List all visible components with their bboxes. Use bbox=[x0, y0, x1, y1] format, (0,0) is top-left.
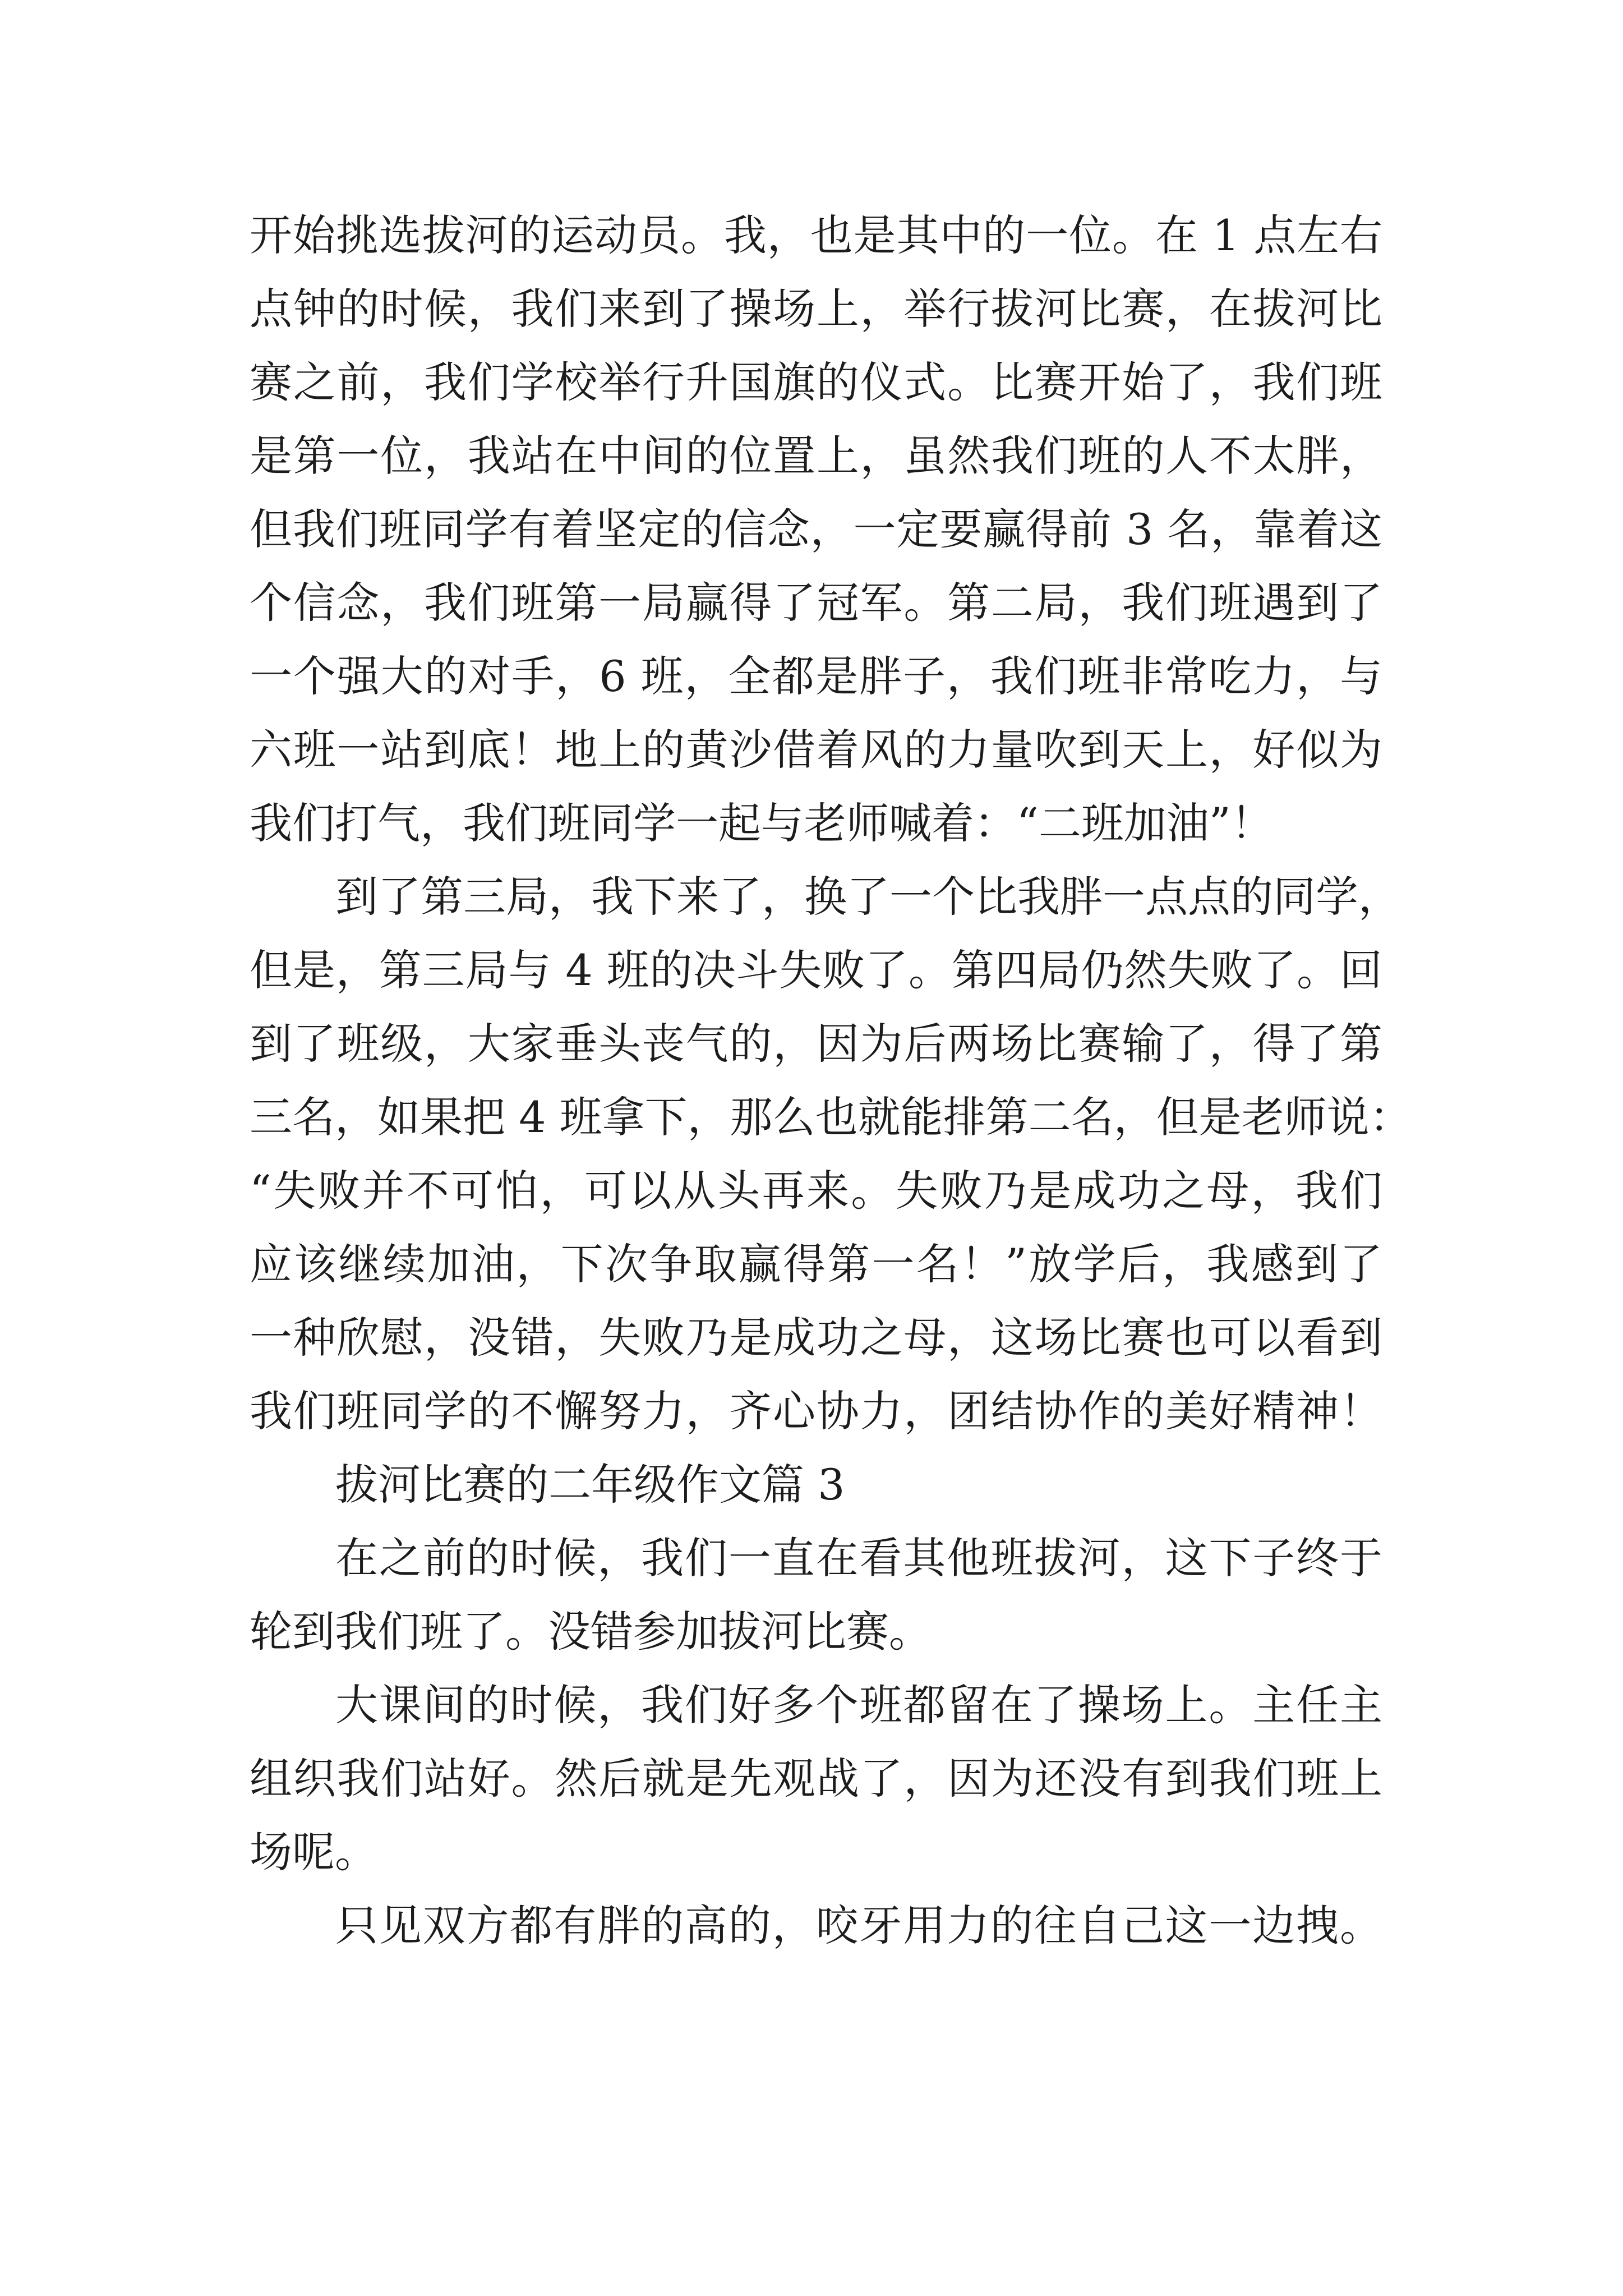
text-line: 三名，如果把 4 班拿下，那么也就能排第二名，但是老师说： bbox=[250, 1092, 1412, 1142]
text-line: 我们班同学的不懈努力，齐心协力，团结协作的美好精神！ bbox=[250, 1386, 1382, 1436]
paragraph-first-line: 到了第三局，我下来了，换了一个比我胖一点点的同学， bbox=[335, 872, 1401, 922]
text-line: 六班一站到底！地上的黄沙借着风的力量吹到天上，好似为 bbox=[250, 725, 1382, 775]
text-line: 但是，第三局与 4 班的决斗失败了。第四局仍然失败了。回 bbox=[250, 945, 1382, 995]
text-line: 开始挑选拔河的运动员。我，也是其中的一位。在 1 点左右 bbox=[250, 210, 1382, 260]
text-line: 但我们班同学有着坚定的信念，一定要赢得前 3 名，靠着这 bbox=[250, 504, 1382, 554]
text-line: 赛之前，我们学校举行升国旗的仪式。比赛开始了，我们班 bbox=[250, 357, 1382, 407]
text-line: 我们打气，我们班同学一起与老师喊着：“二班加油”！ bbox=[250, 798, 1274, 848]
text-line: 一种欣慰，没错，失败乃是成功之母，这场比赛也可以看到 bbox=[250, 1313, 1382, 1363]
section-heading: 拔河比赛的二年级作文篇 3 bbox=[335, 1460, 845, 1510]
text-line: 到了班级，大家垂头丧气的，因为后两场比赛输了，得了第 bbox=[250, 1019, 1382, 1069]
text-line: 组织我们站好。然后就是先观战了，因为还没有到我们班上 bbox=[250, 1754, 1382, 1803]
text-line: 一个强大的对手，6 班，全都是胖子，我们班非常吃力，与 bbox=[250, 651, 1382, 701]
text-line: 个信念，我们班第一局赢得了冠军。第二局，我们班遇到了 bbox=[250, 578, 1382, 628]
paragraph-first-line: 大课间的时候，我们好多个班都留在了操场上。主任主 bbox=[335, 1680, 1382, 1730]
text-line: 是第一位，我站在中间的位置上，虽然我们班的人不太胖， bbox=[250, 431, 1382, 481]
text-line: 轮到我们班了。没错参加拔河比赛。 bbox=[250, 1607, 932, 1657]
text-line: 应该继续加油，下次争取赢得第一名！”放学后，我感到了 bbox=[250, 1239, 1382, 1289]
paragraph-first-line: 在之前的时候，我们一直在看其他班拔河，这下子终于 bbox=[335, 1533, 1382, 1583]
paragraph-first-line: 只见双方都有胖的高的，咬牙用力的往自己这一边拽。 bbox=[335, 1901, 1382, 1950]
text-line: 场呢。 bbox=[250, 1827, 377, 1877]
text-line: 点钟的时候，我们来到了操场上，举行拔河比赛，在拔河比 bbox=[250, 284, 1382, 334]
text-line: “失败并不可怕，可以从头再来。失败乃是成功之母，我们 bbox=[250, 1166, 1382, 1216]
